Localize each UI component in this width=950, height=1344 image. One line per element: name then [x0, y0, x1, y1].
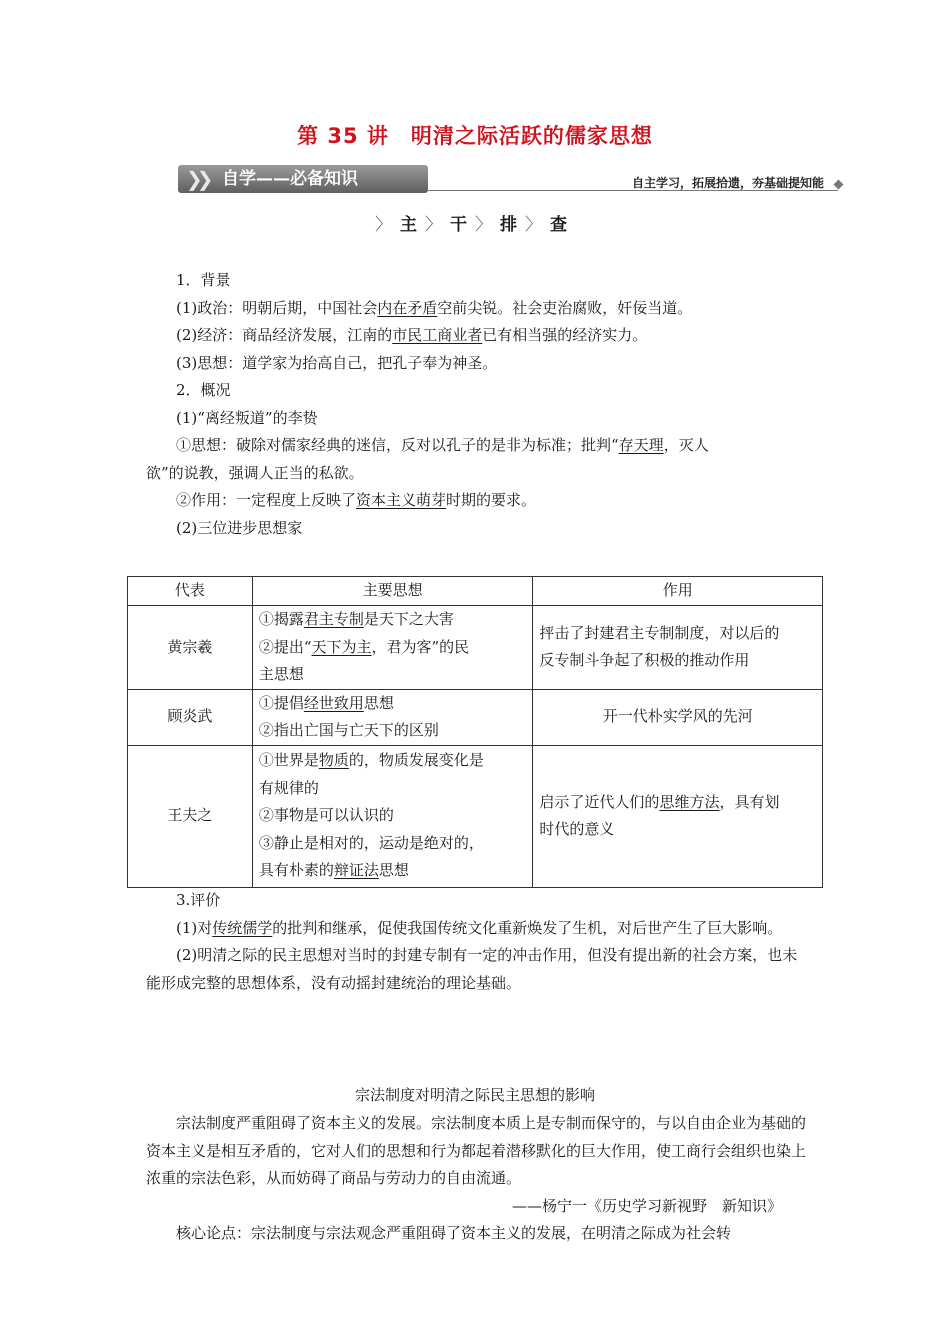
extension-paragraph: 宗法制度严重阻碍了资本主义的发展。宗法制度本质上是专制而保守的，与以自由企业为基础的资本主义是相互矛盾的，它对人们的思想和行为都起着潜移默化的巨大作用，使工商行会组织也染上浓重的宗法色彩，从而妨碍了商品与劳动力的自由流通。: [146, 1114, 807, 1187]
table-header: 作用: [533, 577, 823, 606]
background-thought: (3)思想：道学家为抬高自己，把孔子奉为神圣。: [176, 353, 498, 372]
lesson-title: 第 35 讲 明清之际活跃的儒家思想: [297, 124, 653, 148]
thinker-name: 顾炎武: [128, 689, 253, 745]
heading-overview: 2．概况: [176, 381, 231, 399]
li-zhi-thought-cont: 欲”的说教，强调人正当的私欲。: [146, 463, 364, 482]
tag-char: 主: [400, 215, 417, 235]
thinker-ideas: ①提倡经世致用思想 ②指出亡国与亡天下的区别: [252, 689, 533, 745]
thinker-effect: 抨击了封建君主专制制度，对以后的 反专制斗争起了积极的推动作用: [533, 606, 823, 690]
thinker-ideas: ①揭露君主专制是天下之大害 ②提出“天下为主，君为客”的民 主思想: [252, 606, 533, 690]
section-banner: [178, 165, 846, 195]
evaluation-1: (1)对传统儒学的批判和继承，促使我国传统文化重新焕发了生机，对后世产生了巨大影响。: [176, 918, 783, 937]
heading-evaluation: 3.评价: [176, 891, 221, 909]
diamond-icon: [834, 180, 844, 190]
thinker-name: 黄宗羲: [128, 606, 253, 690]
thinker-effect: 开一代朴实学风的先河: [533, 689, 823, 745]
background-politics: (1)政治：明朝后期，中国社会内在矛盾空前尖锐。社会吏治腐败，奸佞当道。: [176, 298, 693, 317]
three-thinkers-title: (2)三位进步思想家: [176, 518, 303, 537]
extension-section: [146, 1110, 810, 1248]
background-economy: (2)经济：商品经济发展，江南的市民工商业者已有相当强的经济实力。: [176, 326, 648, 344]
thinker-ideas: ①世界是物质的，物质发展变化是 有规律的 ②事物是可以认识的 ③静止是相对的，运动是绝对的， 具有朴素的辩证法思想: [252, 745, 533, 887]
table-row: [128, 606, 823, 690]
double-chevron-icon: ❯❯: [186, 167, 208, 191]
heading-background: 1．背景: [176, 271, 231, 289]
li-zhi-title: (1)“离经叛道”的李贽: [176, 408, 318, 427]
thinker-effect: 启示了近代人们的思维方法，具有划 时代的意义: [533, 745, 823, 887]
banner-slogan: 自主学习，拓展拾遗，夯基础提知能: [631, 176, 824, 190]
thinker-name: 王夫之: [128, 745, 253, 887]
background-section: [146, 267, 810, 542]
banner-label: 自学——必备知识: [222, 169, 358, 189]
table-row: [128, 689, 823, 745]
tag-char: 排: [500, 215, 517, 235]
extension-core: 核心论点：宗法制度与宗法观念严重阻碍了资本主义的发展，在明清之际成为社会转: [176, 1224, 732, 1242]
table-header: 代表: [128, 577, 253, 606]
li-zhi-effect: ②作用：一定程度上反映了资本主义萌芽时期的要求。: [176, 491, 537, 509]
evaluation-2: (2)明清之际的民主思想对当时的封建专制有一定的冲击作用，但没有提出新的社会方案，也未能形成完整的思想体系，没有动摇封建统治的理论基础。: [146, 946, 798, 992]
tag-char: 查: [550, 215, 567, 235]
li-zhi-thought: ①思想：破除对儒家经典的迷信，反对以孔子的是非为标准；批判“存天理，灭人: [176, 436, 709, 454]
table-header-row: [128, 577, 823, 606]
extension-source: ——杨宁一《历史学习新视野 新知识》: [511, 1196, 782, 1215]
extension-title: 宗法制度对明清之际民主思想的影响: [354, 1086, 595, 1104]
section-tag: 〉 主 〉 干 〉 排 〉 查: [0, 210, 950, 235]
evaluation-section: [146, 887, 810, 997]
tag-char: 干: [450, 215, 467, 235]
table-row: [128, 745, 823, 887]
thinkers-table: [127, 576, 823, 888]
table-header: 主要思想: [252, 577, 533, 606]
